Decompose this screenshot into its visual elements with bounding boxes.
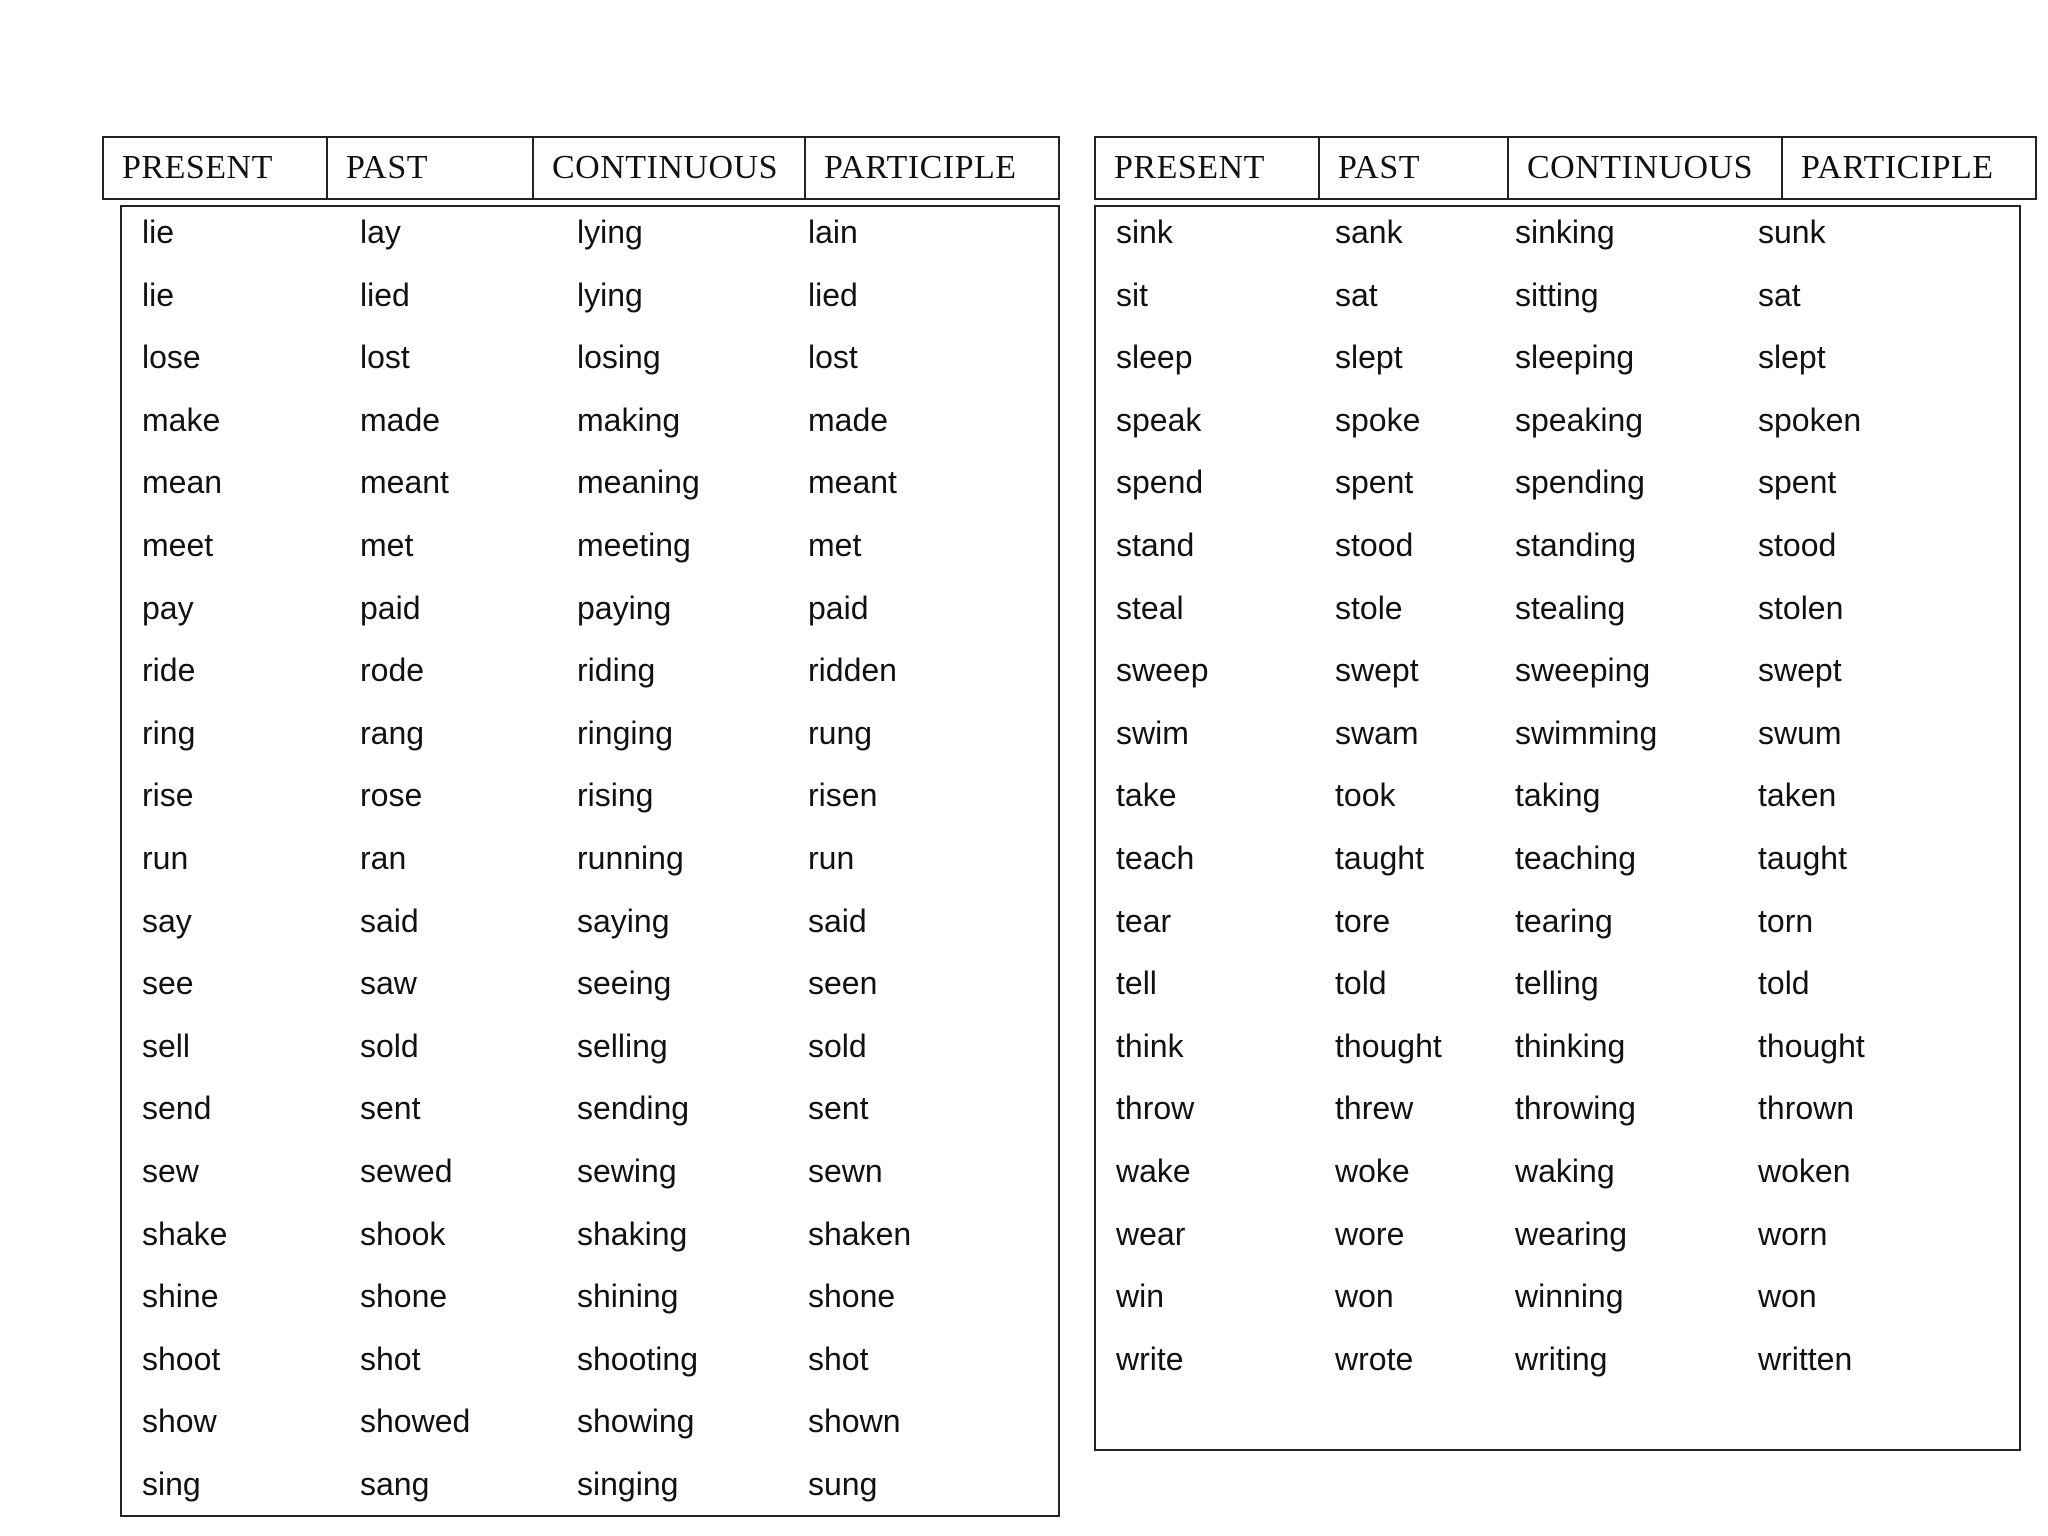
cell-past: taught [1335,839,1424,876]
cell-participle: thought [1758,1027,1865,1064]
cell-past: woke [1335,1152,1410,1189]
cell-past: threw [1335,1090,1414,1127]
cell-participle: shaken [808,1215,912,1252]
table-row [122,1390,1058,1453]
cell-past: tore [1335,902,1391,939]
table-row [122,1328,1058,1391]
cell-present: sit [1116,276,1148,313]
cell-past: told [1335,965,1387,1002]
cell-present: send [142,1090,212,1127]
cell-continuous: seeing [577,965,672,1002]
cell-continuous: lying [577,276,643,313]
cell-present: say [142,902,192,939]
table-row [1096,827,2019,890]
cell-past: lied [360,276,410,313]
cell-participle: paid [808,589,869,626]
cell-present: tell [1116,965,1157,1002]
cell-continuous: teaching [1515,839,1636,876]
cell-continuous: taking [1515,777,1601,814]
cell-continuous: stealing [1515,589,1626,626]
cell-participle: run [808,839,855,876]
cell-past: thought [1335,1027,1442,1064]
cell-present: sleep [1116,339,1193,376]
table-row [122,952,1058,1015]
cell-past: rose [360,777,423,814]
cell-present: speak [1116,401,1202,438]
cell-past: took [1335,777,1396,814]
cell-participle: met [808,526,862,563]
cell-continuous: riding [577,652,656,689]
cell-participle: lied [808,276,858,313]
table-row [1096,201,2019,264]
cell-continuous: selling [577,1027,668,1064]
table-row [1096,514,2019,577]
cell-continuous: swimming [1515,714,1658,751]
cell-present: spend [1116,464,1204,501]
cell-participle: spoken [1758,401,1862,438]
table-row [122,764,1058,827]
cell-participle: stolen [1758,589,1844,626]
cell-present: think [1116,1027,1184,1064]
table-row [1096,577,2019,640]
cell-past: sewed [360,1152,453,1189]
cell-participle: told [1758,965,1810,1002]
table-row [1096,1328,2019,1391]
cell-present: wake [1116,1152,1191,1189]
cell-present: tear [1116,902,1172,939]
cell-past: swept [1335,652,1419,689]
table-row [122,1077,1058,1140]
table-row [1096,1140,2019,1203]
cell-continuous: shooting [577,1340,698,1377]
cell-past: slept [1335,339,1403,376]
cell-present: ring [142,714,196,751]
table-row [122,1203,1058,1266]
cell-continuous: running [577,839,684,876]
table-row [1096,1203,2019,1266]
cell-present: pay [142,589,194,626]
cell-present: take [1116,777,1177,814]
cell-participle: shone [808,1278,896,1315]
cell-past: spoke [1335,401,1421,438]
cell-continuous: shining [577,1278,679,1315]
cell-past: saw [360,965,417,1002]
header-participle: PARTICIPLE [804,138,1058,198]
cell-participle: made [808,401,889,438]
cell-past: rang [360,714,425,751]
cell-present: shoot [142,1340,221,1377]
table-row [122,1015,1058,1078]
cell-participle: shot [808,1340,869,1377]
cell-continuous: waking [1515,1152,1615,1189]
cell-continuous: sleeping [1515,339,1635,376]
cell-present: lie [142,214,175,250]
cell-past: shook [360,1215,446,1252]
cell-participle: torn [1758,902,1814,939]
cell-present: teach [1116,839,1195,876]
cell-present: win [1116,1278,1165,1315]
cell-participle: spent [1758,464,1837,501]
cell-continuous: throwing [1515,1090,1636,1127]
cell-participle: shown [808,1403,901,1440]
cell-present: run [142,839,189,876]
table-row [122,451,1058,514]
verb-list-box [120,205,1060,1517]
cell-past: met [360,526,414,563]
header-participle: PARTICIPLE [1781,138,2035,198]
cell-past: showed [360,1403,471,1440]
cell-continuous: losing [577,339,661,376]
cell-past: stood [1335,526,1414,563]
cell-continuous: lying [577,214,643,250]
cell-participle: swum [1758,714,1842,751]
cell-past: said [360,902,419,939]
cell-participle: won [1758,1278,1817,1315]
cell-present: see [142,965,194,1002]
cell-past: shone [360,1278,448,1315]
table-row [122,1265,1058,1328]
cell-present: sing [142,1465,201,1502]
table-row [1096,639,2019,702]
cell-continuous: winning [1515,1278,1624,1315]
verb-rows [1096,201,2019,1390]
table-row [1096,326,2019,389]
table-row [1096,1015,2019,1078]
table-row [122,326,1058,389]
table-row [122,264,1058,327]
header-past: PAST [326,138,532,198]
cell-continuous: ringing [577,714,674,751]
table-row [1096,952,2019,1015]
table-row [1096,1265,2019,1328]
cell-past: spent [1335,464,1414,501]
cell-continuous: singing [577,1465,679,1502]
cell-past: sang [360,1465,430,1502]
cell-present: rise [142,777,194,814]
cell-participle: swept [1758,652,1842,689]
table-row [1096,890,2019,953]
table-row [1096,264,2019,327]
cell-continuous: sending [577,1090,690,1127]
cell-participle: sent [808,1090,869,1127]
header-row [1094,136,2037,200]
cell-past: shot [360,1340,421,1377]
table-row [122,890,1058,953]
cell-participle: written [1758,1340,1853,1377]
cell-past: wore [1335,1215,1405,1252]
cell-continuous: making [577,401,681,438]
cell-continuous: wearing [1515,1215,1628,1252]
cell-past: sat [1335,276,1378,313]
cell-continuous: spending [1515,464,1645,501]
table-row [122,639,1058,702]
cell-past: sank [1335,214,1403,250]
cell-present: meet [142,526,214,563]
table-row [1096,1077,2019,1140]
cell-continuous: sitting [1515,276,1599,313]
header-continuous: CONTINUOUS [532,138,804,198]
verb-rows [122,201,1058,1515]
cell-continuous: writing [1515,1340,1608,1377]
cell-participle: worn [1758,1215,1828,1252]
cell-continuous: rising [577,777,654,814]
verb-list-box [1094,205,2021,1451]
cell-present: make [142,401,221,438]
table-row [122,1140,1058,1203]
cell-participle: taken [1758,777,1837,814]
cell-participle: slept [1758,339,1826,376]
cell-continuous: shaking [577,1215,688,1252]
header-present: PRESENT [122,149,273,186]
cell-past: lost [360,339,410,376]
cell-participle: ridden [808,652,897,689]
cell-continuous: meeting [577,526,691,563]
table-row [1096,389,2019,452]
header-present: PRESENT [1114,149,1265,186]
cell-past: won [1335,1278,1394,1315]
table-row [122,827,1058,890]
cell-past: paid [360,589,421,626]
cell-present: sweep [1116,652,1209,689]
cell-past: wrote [1335,1340,1414,1377]
table-row [122,201,1058,264]
header-past: PAST [1318,138,1507,198]
cell-present: swim [1116,714,1189,751]
cell-past: swam [1335,714,1419,751]
cell-present: steal [1116,589,1184,626]
cell-participle: lain [808,214,858,250]
cell-past: sent [360,1090,421,1127]
cell-present: lie [142,276,175,313]
cell-present: write [1116,1340,1184,1377]
cell-continuous: standing [1515,526,1636,563]
cell-past: sold [360,1027,419,1064]
cell-participle: woken [1758,1152,1851,1189]
cell-continuous: sweeping [1515,652,1651,689]
header-continuous: CONTINUOUS [1507,138,1781,198]
cell-present: sell [142,1027,191,1064]
cell-present: sew [142,1152,199,1189]
cell-past: stole [1335,589,1403,626]
cell-past: rode [360,652,425,689]
cell-present: wear [1116,1215,1186,1252]
cell-participle: lost [808,339,858,376]
cell-continuous: sewing [577,1152,677,1189]
cell-continuous: sinking [1515,214,1615,250]
cell-present: shine [142,1278,219,1315]
table-row [122,389,1058,452]
cell-continuous: meaning [577,464,700,501]
cell-present: sink [1116,214,1173,250]
cell-participle: said [808,902,867,939]
table-row [122,514,1058,577]
cell-participle: seen [808,965,878,1002]
cell-present: ride [142,652,196,689]
table-row [122,702,1058,765]
cell-participle: taught [1758,839,1847,876]
cell-participle: rung [808,714,873,751]
cell-present: stand [1116,526,1195,563]
table-row [122,577,1058,640]
cell-continuous: paying [577,589,672,626]
cell-past: lay [360,214,401,250]
cell-continuous: showing [577,1403,695,1440]
cell-continuous: telling [1515,965,1599,1002]
cell-participle: sold [808,1027,867,1064]
cell-present: lose [142,339,201,376]
header-row [102,136,1060,200]
cell-past: ran [360,839,407,876]
cell-present: shake [142,1215,228,1252]
cell-past: meant [360,464,449,501]
cell-continuous: thinking [1515,1027,1626,1064]
table-row [1096,702,2019,765]
table-row [1096,451,2019,514]
cell-participle: risen [808,777,878,814]
cell-participle: sewn [808,1152,883,1189]
cell-participle: sat [1758,276,1801,313]
cell-past: made [360,401,441,438]
cell-participle: stood [1758,526,1837,563]
table-row [122,1453,1058,1516]
cell-participle: sung [808,1465,878,1502]
cell-present: show [142,1403,217,1440]
cell-continuous: speaking [1515,401,1644,438]
cell-participle: sunk [1758,214,1826,250]
cell-present: mean [142,464,223,501]
cell-continuous: tearing [1515,902,1613,939]
cell-continuous: saying [577,902,670,939]
cell-present: throw [1116,1090,1195,1127]
table-row [1096,764,2019,827]
cell-participle: thrown [1758,1090,1855,1127]
cell-participle: meant [808,464,897,501]
